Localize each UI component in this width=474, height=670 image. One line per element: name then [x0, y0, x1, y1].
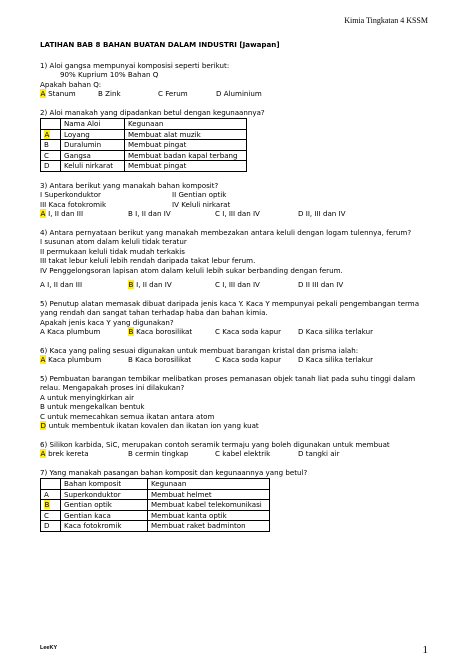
option-row — [40, 89, 440, 99]
option-text: brek kereta — [48, 449, 89, 458]
option-text: Kaca borosilikat — [136, 327, 193, 336]
table-row[interactable] — [41, 510, 270, 521]
question-6 — [40, 346, 440, 365]
option-row — [40, 355, 440, 365]
question-8 — [40, 440, 440, 459]
option-text: I, II dan IV — [136, 280, 172, 289]
row-letter: A — [41, 489, 61, 500]
option-letter: B — [98, 89, 103, 98]
option-row — [40, 280, 440, 290]
option-d[interactable] — [40, 421, 440, 431]
row-name: Loyang — [61, 129, 125, 140]
question-stem: 5) Pembuatan barangan tembikar melibatkan proses pemanasan objek tanah liat pada suhu tinggi dalam — [40, 373, 416, 383]
question-stem: 3) Antara berikut yang manakah bahan komposit? — [40, 180, 219, 190]
option-text: cermin tingkap — [135, 449, 189, 458]
footer-author: LeeKY — [40, 645, 58, 651]
question-stem: Apakah jenis kaca Y yang digunakan? — [40, 317, 174, 327]
option-d[interactable] — [298, 449, 339, 459]
option-letter: A — [40, 355, 46, 364]
option-a[interactable] — [40, 89, 76, 99]
option-text: kabel elektrik — [222, 449, 271, 458]
row-name: Gentian kaca — [61, 510, 148, 521]
question-stem: 6) Silikon karbida, SiC, merupakan contoh seramik termaju yang boleh digunakan untuk membuat — [40, 439, 390, 449]
table-row[interactable] — [41, 500, 270, 511]
option-b[interactable] — [128, 280, 172, 290]
option-d[interactable] — [298, 355, 373, 365]
option-letter: C — [158, 89, 163, 98]
option-letter: B — [40, 402, 45, 411]
option-letter: D — [216, 89, 222, 98]
option-text: II III dan IV — [305, 280, 344, 289]
question-stem: 5) Penutup alatan memasak dibuat daripada jenis kaca Y. Kaca Y mempunyai pekali pengembangan terma — [40, 298, 420, 308]
option-text: Stanum — [48, 89, 76, 98]
option-text: II, III dan IV — [305, 209, 346, 218]
question-ask: Apakah bahan Q: — [40, 79, 102, 89]
question-stem: 2) Aloi manakah yang dipadankan betul dengan kegunaannya? — [40, 107, 265, 117]
option-letter: A — [40, 449, 46, 458]
option-b[interactable] — [128, 327, 192, 337]
table-header: Kegunaan — [125, 119, 247, 130]
question-stem: 4) Antara pernyataan berikut yang manakah membezakan antara keluli dengan logam tulennya, ferum? — [40, 227, 412, 237]
row-use: Membuat helmet — [148, 489, 270, 500]
option-text: Kaca soda kapur — [222, 355, 281, 364]
option-c[interactable] — [158, 89, 188, 99]
option-row — [40, 209, 440, 219]
option-letter: D — [298, 280, 304, 289]
option-a[interactable] — [40, 209, 83, 219]
alloy-table — [40, 118, 247, 172]
row-name: Superkonduktor — [61, 489, 148, 500]
table-row[interactable] — [41, 489, 270, 500]
question-stem: 6) Kaca yang paling sesuai digunakan untuk membuat barangan kristal dan prisma ialah: — [40, 345, 359, 355]
table-row[interactable] — [41, 161, 247, 172]
row-use: Membuat kabel telekomunikasi — [148, 500, 270, 511]
question-7 — [40, 374, 440, 431]
option-letter: C — [40, 411, 45, 421]
composition-line: 90% Kuprium 10% Bahan Q — [60, 70, 159, 79]
table-header-row — [41, 119, 247, 130]
table-row[interactable] — [41, 140, 247, 151]
option-d[interactable] — [298, 209, 346, 219]
statement: II permukaan keluli tidak mudah terkakis — [40, 246, 185, 256]
option-text: I, III dan IV — [222, 209, 260, 218]
statement: I Superkonduktor — [40, 190, 101, 199]
row-letter: D — [41, 161, 61, 172]
option-letter: A — [40, 327, 45, 336]
option-row — [40, 449, 440, 459]
option-text: Kaca plumbum — [48, 355, 102, 364]
row-use: Membuat kanta optik — [148, 510, 270, 521]
composite-table — [40, 478, 270, 532]
page-number: 1 — [422, 644, 428, 656]
option-b[interactable] — [40, 402, 440, 412]
option-text: Ferum — [165, 89, 188, 98]
option-text: Kaca borosilikat — [135, 355, 192, 364]
option-text: I, II dan III — [48, 209, 84, 218]
option-letter: B — [128, 449, 133, 458]
row-letter: A — [41, 129, 61, 140]
option-c[interactable] — [215, 327, 281, 337]
row-name: Kaca fotokromik — [61, 521, 148, 532]
option-letter: C — [215, 355, 220, 364]
option-row — [40, 327, 440, 337]
option-c[interactable] — [215, 355, 281, 365]
option-letter: A — [40, 392, 45, 402]
table-header: Kegunaan — [148, 479, 270, 490]
option-text: Kaca soda kapur — [222, 327, 281, 336]
statement-line — [40, 200, 440, 210]
option-letter: D — [298, 209, 304, 218]
option-letter: D — [298, 327, 304, 336]
option-d[interactable] — [298, 280, 343, 290]
option-d[interactable] — [298, 327, 373, 337]
option-c[interactable] — [215, 209, 260, 219]
row-use: Membuat alat muzik — [125, 129, 247, 140]
header-subject: Kimia Tingkatan 4 KSSM — [344, 16, 428, 25]
table-row[interactable] — [41, 150, 247, 161]
option-letter: B — [128, 327, 134, 336]
question-stem: 7) Yang manakah pasangan bahan komposit dan kegunaannya yang betul? — [40, 467, 308, 477]
row-letter: C — [41, 150, 61, 161]
question-stem: relau. Mengapakah proses ini dilakukan? — [40, 383, 185, 392]
option-text: I, II dan III — [47, 280, 83, 289]
option-a[interactable] — [40, 280, 82, 290]
table-header: Nama Aloi — [61, 119, 125, 130]
option-letter: B — [128, 209, 133, 218]
option-text: untuk memecahkan semua ikatan antara atom — [47, 411, 215, 421]
option-letter: A — [40, 280, 45, 289]
row-use: Membuat raket badminton — [148, 521, 270, 532]
option-c[interactable] — [40, 412, 440, 422]
table-header: Bahan komposit — [61, 479, 148, 490]
statement: IV Penggelongsoran lapisan atom dalam keluli lebih sukar berbanding dengan ferum. — [40, 265, 343, 275]
option-text: tangki air — [305, 449, 340, 458]
option-text: untuk menyingkirkan air — [47, 392, 135, 402]
row-use: Membuat pingat — [125, 140, 247, 151]
statement: IV Keluli nirkarat — [172, 199, 231, 209]
option-a[interactable] — [40, 449, 89, 459]
question-4 — [40, 228, 440, 290]
worksheet — [40, 40, 440, 541]
table-header — [41, 479, 61, 490]
option-letter: B — [128, 355, 133, 364]
option-b[interactable] — [128, 209, 171, 219]
statement: I susunan atom dalam keluli tidak teratur — [40, 237, 187, 246]
option-c[interactable] — [215, 280, 260, 290]
option-text: Aluminium — [223, 89, 262, 98]
question-stem: yang rendah dan sangat tahan terhadap haba dan bahan kimia. — [40, 308, 268, 317]
question-stem: 1) Aloi gangsa mempunyai komposisi seperti berikut: — [40, 60, 230, 70]
statement: III Kaca fotokromik — [40, 199, 107, 209]
statement: II Gentian optik — [172, 190, 227, 199]
option-letter: D — [298, 449, 304, 458]
row-name: Keluli nirkarat — [61, 161, 125, 172]
row-use: Membuat pingat — [125, 161, 247, 172]
worksheet-title: LATIHAN BAB 8 BAHAN BUATAN DALAM INDUSTRI [Jawapan] — [40, 40, 280, 49]
option-text: Kaca plumbum — [47, 327, 101, 336]
row-letter: D — [41, 521, 61, 532]
option-text: Kaca silika terlakur — [305, 355, 373, 364]
option-text: untuk membentuk ikatan kovalen dan ikatan ion yang kuat — [48, 421, 259, 430]
option-b[interactable] — [98, 89, 121, 99]
option-a[interactable] — [40, 327, 100, 337]
option-letter: C — [215, 449, 220, 458]
option-c[interactable] — [215, 449, 270, 459]
table-row[interactable] — [41, 129, 247, 140]
question-9 — [40, 468, 440, 532]
question-2 — [40, 108, 440, 172]
row-letter: C — [41, 510, 61, 521]
row-name: Gangsa — [61, 150, 125, 161]
option-letter: A — [40, 209, 46, 218]
option-letter: A — [40, 89, 46, 98]
option-letter: B — [128, 280, 134, 289]
table-header — [41, 119, 61, 130]
option-text: Kaca silika terlakur — [305, 327, 373, 336]
option-a[interactable] — [40, 355, 101, 365]
option-d[interactable] — [216, 89, 262, 99]
option-letter: D — [298, 355, 304, 364]
row-letter: B — [41, 500, 61, 511]
row-letter: B — [41, 140, 61, 151]
row-name: Gentian optik — [61, 500, 148, 511]
statement-line — [40, 190, 440, 200]
option-letter: C — [215, 327, 220, 336]
option-letter: C — [215, 209, 220, 218]
option-a[interactable] — [40, 393, 440, 403]
option-b[interactable] — [128, 355, 191, 365]
option-text: Zink — [105, 89, 121, 98]
option-b[interactable] — [128, 449, 188, 459]
option-text: untuk mengekalkan bentuk — [47, 402, 145, 411]
option-letter: D — [40, 421, 46, 430]
option-text: I, III dan IV — [222, 280, 260, 289]
question-1 — [40, 61, 440, 99]
question-3 — [40, 181, 440, 219]
question-5 — [40, 299, 440, 337]
table-row[interactable] — [41, 521, 270, 532]
option-letter: C — [215, 280, 220, 289]
row-name: Duralumin — [61, 140, 125, 151]
option-text: I, II dan IV — [135, 209, 171, 218]
row-use: Membuat badan kapal terbang — [125, 150, 247, 161]
statement: III takat lebur keluli lebih rendah daripada takat lebur ferum. — [40, 256, 256, 265]
table-header-row — [41, 479, 270, 490]
